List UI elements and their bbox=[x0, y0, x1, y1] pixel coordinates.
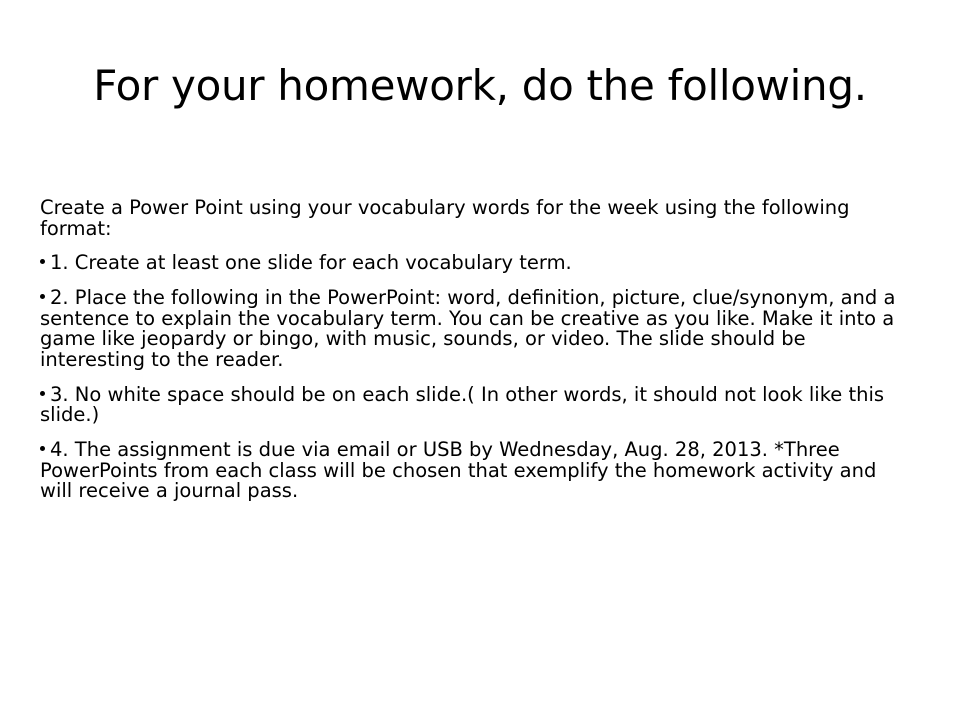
bullet-list bbox=[40, 253, 900, 502]
slide-body bbox=[40, 198, 900, 516]
bullet-item-1 bbox=[40, 253, 900, 274]
bullet-icon bbox=[40, 391, 45, 396]
bullet-text: 2. Place the following in the PowerPoint: word, definition, picture, clue/synonym, and a sentence to explain the vocabulary term. You can be creative as you like. Make it into a game like jeopardy or bingo, with music, sounds, or video. The slide should be interesting to the reader. bbox=[40, 285, 896, 371]
bullet-item-4 bbox=[40, 437, 900, 503]
bullet-text: 4. The assignment is due via email or USB by Wednesday, Aug. 28, 2013. *Three PowerPoints from each class will be chosen that exemplify the homework activity and will receive a journal pass. bbox=[40, 437, 877, 503]
bullet-icon bbox=[40, 446, 45, 451]
bullet-icon bbox=[40, 294, 45, 299]
bullet-item-3 bbox=[40, 382, 900, 427]
bullet-icon bbox=[40, 259, 45, 264]
intro-paragraph: Create a Power Point using your vocabulary words for the week using the following format: bbox=[40, 196, 850, 240]
bullet-text: 1. Create at least one slide for each vocabulary term. bbox=[50, 251, 572, 275]
bullet-text: 3. No white space should be on each slide.( In other words, it should not look like this slide.) bbox=[40, 382, 885, 427]
slide-title: For your homework, do the following. bbox=[93, 61, 867, 110]
bullet-item-2 bbox=[40, 285, 900, 371]
